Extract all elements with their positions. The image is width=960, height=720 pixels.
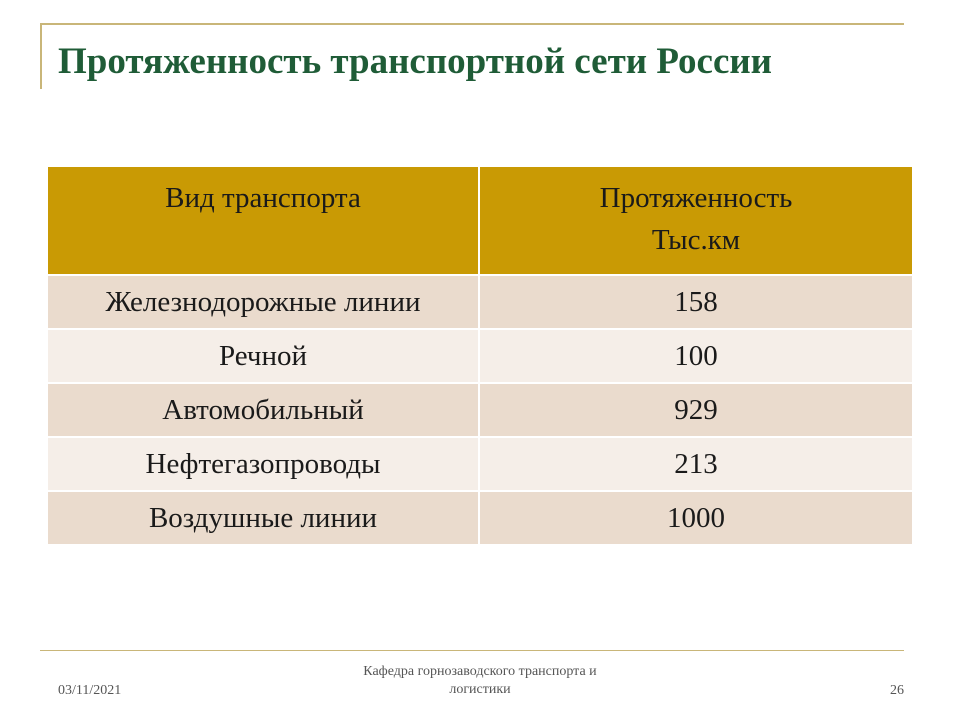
footer-department-line2: логистики: [449, 682, 511, 698]
left-rule: [40, 23, 42, 89]
header-transport-type: [48, 167, 479, 275]
footer-date: 03/11/2021: [58, 683, 122, 698]
cell-length: 213: [479, 437, 912, 491]
table-row: [48, 275, 912, 329]
top-rule: [40, 23, 904, 25]
table-row: [48, 437, 912, 491]
cell-transport-type: Железнодорожные линии: [48, 275, 479, 329]
table-row: [48, 383, 912, 437]
transport-network-table: [48, 167, 912, 546]
cell-transport-type: Автомобильный: [48, 383, 479, 437]
footer-department: [330, 663, 630, 699]
cell-length: 929: [479, 383, 912, 437]
header-length: [479, 167, 912, 275]
header-length-label: Протяженность: [599, 182, 793, 214]
table-row: [48, 491, 912, 545]
footer-rule: [40, 650, 904, 651]
cell-transport-type: Речной: [48, 329, 479, 383]
footer-page-number: 26: [890, 683, 904, 698]
cell-transport-type: Нефтегазопроводы: [48, 437, 479, 491]
header-transport-type-label: Вид транспорта: [165, 182, 361, 214]
cell-length: 1000: [479, 491, 912, 545]
cell-length: 158: [479, 275, 912, 329]
cell-length: 100: [479, 329, 912, 383]
table-header-row: [48, 167, 912, 275]
footer-department-line1: Кафедра горнозаводского транспорта и: [363, 664, 597, 679]
table-row: [48, 329, 912, 383]
cell-transport-type: Воздушные линии: [48, 491, 479, 545]
slide-title: Протяженность транспортной сети России: [58, 41, 773, 82]
header-length-unit: Тыс.км: [651, 224, 741, 257]
